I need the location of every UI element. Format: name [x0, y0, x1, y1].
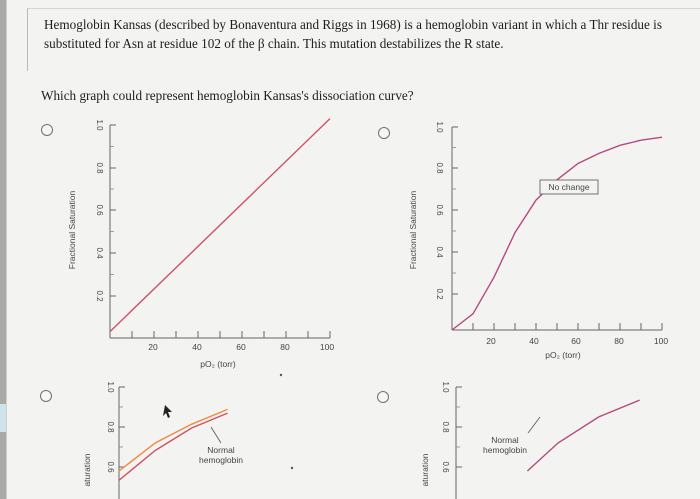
- y-tick-label: 0.6: [95, 204, 104, 216]
- annotation-label: No change: [548, 182, 590, 192]
- x-axis-label: pO₂ (torr): [545, 350, 581, 360]
- y-tick-label: 1.0: [435, 121, 444, 133]
- annotation-label: hemoglobin: [483, 445, 527, 455]
- annotation-label: Normal: [491, 435, 519, 445]
- question-text: Hemoglobin Kansas (described by Bonaventura and Riggs in 1968) is a hemoglobin variant in which a Thr residue is substituted for Asn at residue 102 of the β chain. This mutation destabilizes the R state.: [44, 17, 662, 51]
- x-axis-label: pO₂ (torr): [200, 359, 236, 369]
- y-tick-label: 1.0: [106, 381, 115, 393]
- y-tick-label: 1.0: [441, 381, 450, 393]
- y-tick-label: 0.6: [435, 204, 444, 216]
- annotation-label: Normal: [207, 445, 235, 455]
- annotation-label: hemoglobin: [199, 455, 243, 465]
- stray-dot: [291, 467, 293, 469]
- series-line: [527, 400, 639, 471]
- y-tick-label: 0.8: [95, 162, 104, 174]
- y-tick-label: 0.8: [435, 162, 444, 174]
- annotation-pointer: [211, 427, 221, 443]
- y-axis-label: aturation: [82, 453, 92, 487]
- x-tick-label: 60: [236, 342, 246, 352]
- y-tick-label: 0.6: [441, 461, 450, 473]
- chart-b: [408, 121, 668, 360]
- annotation-pointer: [528, 417, 540, 433]
- stray-dot: [280, 374, 282, 376]
- x-tick-label: 80: [280, 342, 290, 352]
- y-axis-label: aturation: [420, 453, 430, 487]
- chart-d: [420, 381, 640, 499]
- y-tick-label: 0.4: [95, 247, 104, 259]
- chart-a: [67, 119, 334, 369]
- y-axis-label: Fractional Saturation: [408, 190, 418, 270]
- x-tick-label: 80: [614, 336, 624, 346]
- chart-c: [82, 381, 243, 499]
- x-tick-label: 40: [529, 336, 539, 346]
- x-tick-label: 40: [192, 342, 202, 352]
- y-tick-label: 0.4: [435, 246, 444, 258]
- question-prompt: Which graph could represent hemoglobin Kansas's dissociation curve?: [41, 88, 414, 103]
- x-tick-label: 60: [571, 336, 581, 346]
- series-line: [110, 119, 330, 332]
- x-tick-label: 100: [653, 336, 669, 346]
- y-tick-label: 0.2: [435, 288, 444, 300]
- y-tick-label: 0.2: [95, 290, 104, 302]
- y-tick-label: 0.6: [106, 461, 115, 473]
- y-axis-label: Fractional Saturation: [67, 190, 77, 270]
- x-tick-label: 20: [148, 342, 158, 352]
- x-tick-label: 100: [319, 342, 335, 352]
- y-tick-label: 1.0: [95, 119, 104, 131]
- y-tick-label: 0.8: [441, 421, 450, 433]
- mouse-cursor-icon: [163, 405, 172, 418]
- series-line: [452, 137, 662, 330]
- x-tick-label: 20: [486, 336, 496, 346]
- y-tick-label: 0.8: [106, 421, 115, 433]
